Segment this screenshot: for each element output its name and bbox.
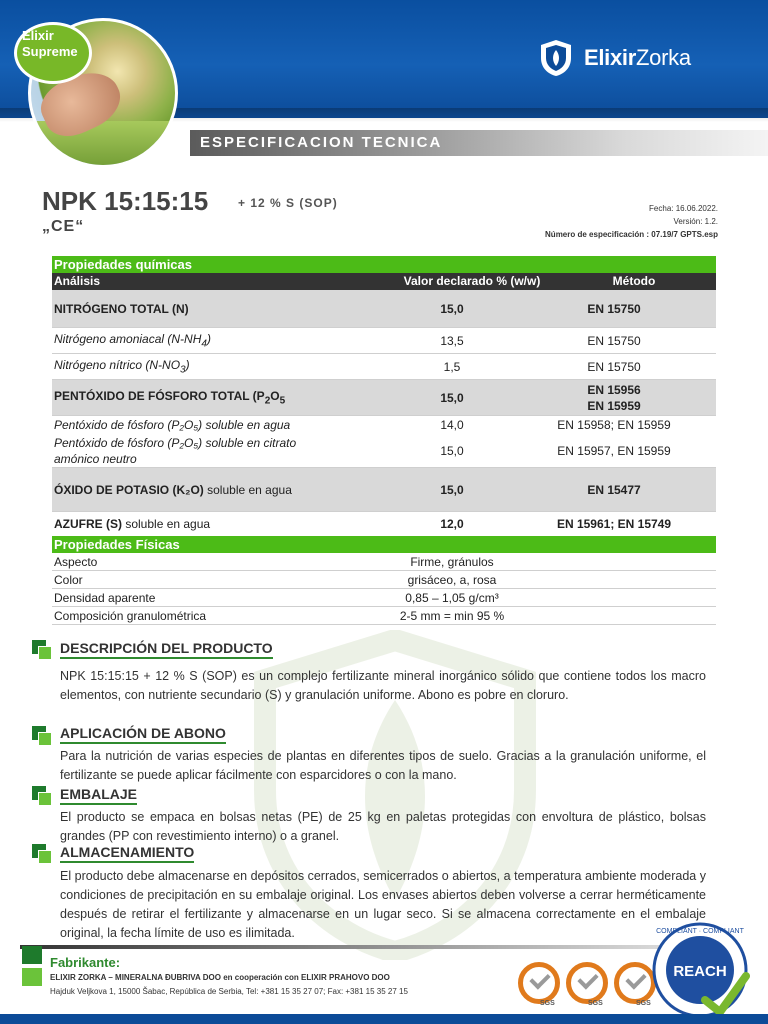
row-method: EN 15958; EN 15959 [557,418,671,432]
footer-address: Hajduk Veljkova 1, 15000 Šabac, República de Serbia, Tel: +381 15 35 27 07; Fax: +381 15 35 27 15 [50,987,408,996]
section-text-descripcion: NPK 15:15:15 + 12 % S (SOP) es un complejo fertilizante mineral inorgánico sólido que contiene todos los macro elementos, con nutriente secundario (S) y granulación uniforme. Abono es pobre en cloruro. [60,669,706,702]
phys-value: grisáceo, a, rosa [407,573,497,587]
sgs-label: SGS [588,1000,603,1007]
row-method [512,382,716,414]
col-valor: Valor declarado % (w/w) [403,274,541,288]
meta-numero: Número de especificación : 07.19/7 GPTS.esp [545,230,718,239]
table-row [52,354,716,380]
row-value: 12,0 [440,517,464,531]
row-label [52,435,392,467]
spec-title: ESPECIFICACION TECNICA [200,134,443,151]
sgs-cert-icon [518,962,560,1004]
section-bullet-icon [32,786,52,806]
phys-value: 0,85 – 1,05 g/cm³ [405,591,499,605]
row-label: ÓXIDO DE POTASIO (K₂O) soluble en agua [54,482,292,497]
phys-label: Densidad aparente [54,591,156,605]
meta-version: Versión: 1.2. [673,217,718,226]
row-label: Nitrógeno nítrico $(N-NO_3)$ [54,357,190,376]
footer-divider [20,945,678,949]
row-label: PENTÓXIDO DE FÓSFORO TOTAL ($P_2O_5$ [54,388,286,407]
section-bullet-icon [32,640,52,660]
row-method: EN 15961; EN 15749 [556,517,672,531]
badge-line-2: Supreme [22,44,78,59]
chem-column-headers [52,273,716,290]
table-row [52,380,716,416]
row-method: EN 15750 [587,359,641,374]
row-method-1: EN 15956 [587,382,641,397]
shield-logo-icon [538,38,574,78]
section-title-almacenamiento: ALMACENAMIENTO [60,844,194,863]
row-method: EN 15750 [587,301,641,316]
section-bullet-icon [32,844,52,864]
table-row [52,553,716,571]
footer-square-light [22,968,42,986]
row-value: 1,5 [443,359,461,374]
row-value: 15,0 [440,390,464,405]
reach-text: REACH [673,963,727,980]
row-label-2: amónico neutro [54,451,137,466]
phys-value: 2-5 mm = min 95 % [399,609,505,623]
row-label: Nitrógeno amoniacal $(N-NH_4)$ [54,331,211,350]
row-method: EN 15477 [587,482,641,497]
section-text-aplicacion: Para la nutrición de varias especies de plantas en diferentes tipos de suelo. Gracias a la granulación uniforme, el fertilizante se puede aplicar fácilmente con esparcidores o con la mano. [60,749,706,782]
phys-section-header: Propiedades Físicas [52,536,716,553]
logo-main: Elixir [584,45,637,70]
section-bullet-icon [32,726,52,746]
table-row [52,589,716,607]
table-row [52,416,716,434]
table-row [52,290,716,328]
table-row [52,571,716,589]
table-row [52,328,716,354]
product-name: NPK 15:15:15 [42,186,209,216]
row-value: 15,0 [440,443,464,458]
col-analisis: Análisis [54,274,101,288]
table-row [52,512,716,536]
table-row [52,607,716,625]
row-method: EN 15957, EN 15959 [557,443,671,458]
reach-ring-text: COMPLIANT · COMPLIANT [656,928,744,935]
footer-title: Fabrikante: [50,955,121,970]
bottom-band [0,1014,768,1024]
phys-label: Color [54,573,83,587]
meta-fecha: Fecha: 16.06.2022. [649,204,718,213]
phys-label: Composición granulométrica [54,609,207,623]
badge-line-1: Elixir [22,28,54,43]
sgs-label: SGS [540,1000,555,1007]
row-label: NITRÓGENO TOTAL (N) [54,301,189,316]
chem-section-header: Propiedades químicas [52,256,716,273]
row-value: 15,0 [440,301,464,316]
row-value: 14,0 [440,418,464,432]
phys-label: Aspecto [54,555,98,569]
table-row [52,468,716,512]
reach-compliant-icon [650,920,750,1020]
footer-square-dark [22,946,42,964]
product-suffix: + 12 % S (SOP) [238,196,338,210]
table-row [52,434,716,468]
row-value: 13,5 [440,333,464,348]
col-metodo: Método [612,274,656,288]
logo-sub: Zorka [636,45,691,70]
section-text-almacenamiento: El producto debe almacenarse en depósitos cerrados, semicerrados o abiertos, a temperatura ambiente moderada y condiciones de precipitación en su embalaje original. Los envases abiertos deben volverse a cerrar herméticamente después de retirar el fertilizante y almacenarse en un lugar seco. Si se almacena correctamente en el embalaje original, la fecha límite de uso es ilimitada. [60,869,706,940]
elixir-zorka-logo [538,38,691,78]
section-title-aplicacion: APLICACIÓN DE ABONO [60,725,226,744]
row-method: EN 15750 [587,333,641,348]
section-title-descripcion: DESCRIPCIÓN DEL PRODUCTO [60,640,273,659]
logo-text [584,45,691,71]
row-method-2: EN 15959 [587,398,641,413]
document-meta [545,202,718,241]
row-label: AZUFRE (S) soluble en agua [54,517,211,531]
product-ce: „CE“ [42,218,85,235]
footer-company: ELIXIR ZORKA – MINERALNA ĐUBRIVA DOO en cooperación con ELIXIR PRAHOVO DOO [50,973,390,982]
row-label-1: Pentóxido de fósforo (P₂O₅) soluble en citrato [54,435,297,450]
badge-text [22,28,78,60]
row-label: Pentóxido de fósforo (P₂O₅) soluble en agua [54,418,291,432]
phys-value: Firme, gránulos [410,555,494,569]
row-value: 15,0 [440,482,464,497]
section-title-embalaje: EMBALAJE [60,786,137,805]
sgs-cert-icon [566,962,608,1004]
sgs-label: SGS [636,1000,651,1007]
section-text-embalaje: El producto se empaca en bolsas netas (PE) de 25 kg en paletas protegidas con envoltura de plástico, bolsas grandes (PP con revestimiento interno) o a granel. [60,810,706,843]
